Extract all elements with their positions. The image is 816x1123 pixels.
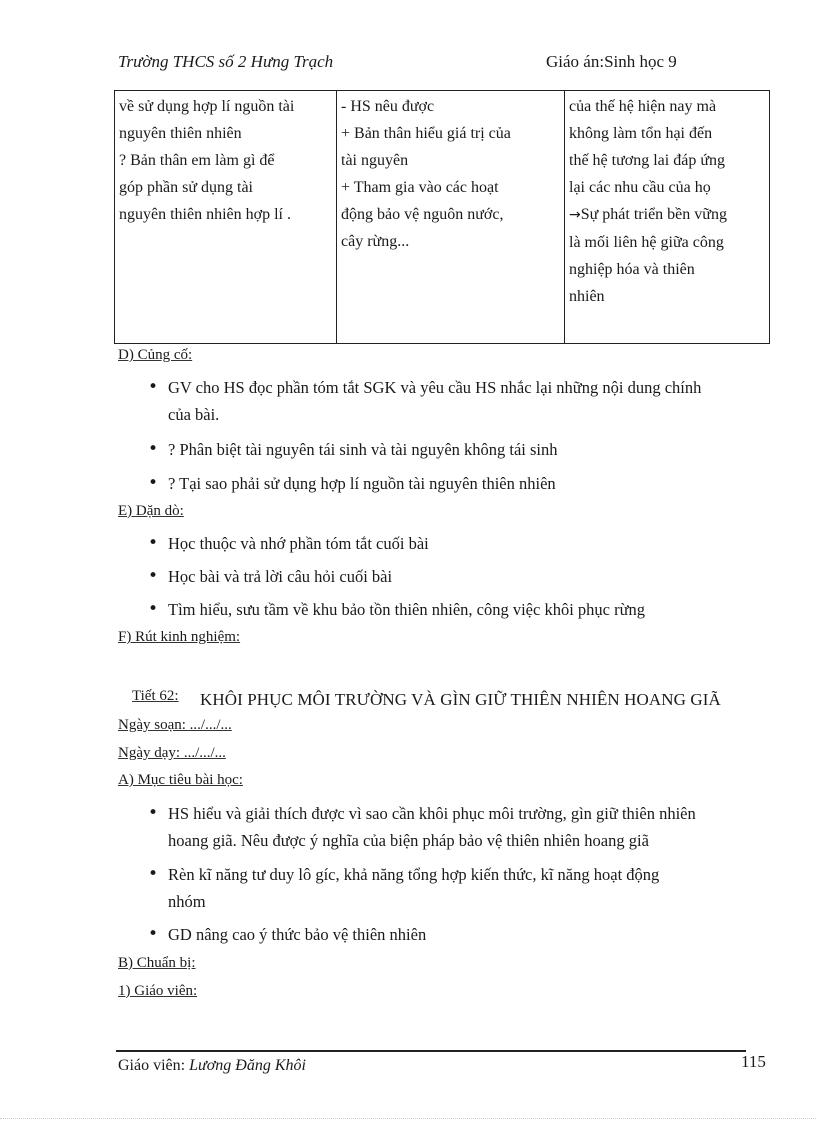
list-item: Học bài và trả lời câu hỏi cuối bài xyxy=(168,567,393,586)
bullet-icon: • xyxy=(148,377,159,397)
section-teacher: 1) Giáo viên: xyxy=(118,983,198,999)
list-item: GV cho HS đọc phần tóm tắt SGK và yêu cầu HS nhắc lại những nội dung chính xyxy=(168,378,702,397)
list-item: Tìm hiểu, sưu tầm về khu bảo tồn thiên nhiên, công việc khôi phục rừng xyxy=(168,600,646,619)
cell-line: là mối liên hệ giữa công xyxy=(569,234,724,251)
cell-line: cây rừng... xyxy=(341,233,410,250)
bullet-icon: • xyxy=(148,924,159,944)
list-item-cont: nhóm xyxy=(168,892,206,911)
section-consolidation: D) Củng cố: xyxy=(118,347,193,363)
header-subject: Giáo án:Sinh học 9 xyxy=(546,52,677,71)
header-school: Trường THCS số 2 Hưng Trạch xyxy=(118,52,334,71)
cell-line: nguyên thiên nhiên hợp lí . xyxy=(119,206,291,223)
list-item: Rèn kĩ năng tư duy lô gíc, khả năng tổng hợp kiến thức, kĩ năng hoạt động xyxy=(168,865,660,884)
cell-text: Sự phát triển bền vững xyxy=(580,206,727,223)
cell-line: nguyên thiên nhiên xyxy=(119,125,242,142)
date-taught: Ngày dạy: .../.../... xyxy=(118,745,226,761)
bullet-icon: • xyxy=(148,566,159,586)
section-homework: E) Dặn dò: xyxy=(118,503,184,519)
bullet-icon: • xyxy=(148,473,159,493)
bullet-icon: • xyxy=(148,439,159,459)
section-experience: F) Rút kinh nghiệm: xyxy=(118,629,241,645)
table-cell-questions xyxy=(115,91,337,344)
table-cell-notes xyxy=(565,91,770,344)
bullet-icon: • xyxy=(148,533,159,553)
list-item: Học thuộc và nhớ phần tóm tắt cuối bài xyxy=(168,534,429,553)
cell-line: góp phần sử dụng tài xyxy=(119,179,253,196)
list-item: HS hiểu và giải thích được vì sao cần khôi phục môi trường, gìn giữ thiên nhiên xyxy=(168,804,696,823)
lesson-title: KHÔI PHỤC MÔI TRƯỜNG VÀ GÌN GIỮ THIÊN NHIÊN HOANG GIÃ xyxy=(200,690,721,709)
section-preparation: B) Chuẩn bị: xyxy=(118,955,196,971)
cell-line: thế hệ tương lai đáp ứng xyxy=(569,152,725,169)
bullet-icon: • xyxy=(148,599,159,619)
list-item: ? Tại sao phải sử dụng hợp lí nguồn tài nguyên thiên nhiên xyxy=(168,474,556,493)
cell-line: nhiên xyxy=(569,288,605,305)
cell-line: nghiệp hóa và thiên xyxy=(569,261,695,278)
page-edge xyxy=(0,1118,816,1120)
section-objectives: A) Mục tiêu bài học: xyxy=(118,772,243,788)
page-number: 115 xyxy=(741,1052,766,1071)
footer-teacher-name: Lương Đăng Khôi xyxy=(189,1057,306,1074)
table-cell-answers xyxy=(337,91,565,344)
cell-line: của thế hệ hiện nay mà xyxy=(569,98,717,115)
bullet-icon: • xyxy=(148,864,159,884)
list-item-cont: hoang giã. Nêu được ý nghĩa của biện pháp bảo vệ thiên nhiên hoang giã xyxy=(168,831,649,850)
footer-teacher xyxy=(118,1057,306,1075)
date-prepared: Ngày soạn: .../.../... xyxy=(118,717,232,733)
cell-line: - HS nêu được xyxy=(341,98,435,115)
cell-line: không làm tổn hại đến xyxy=(569,125,713,142)
arrow-right-icon: → xyxy=(569,207,581,223)
cell-line: + Bản thân hiểu giá trị của xyxy=(341,125,511,142)
list-item: GD nâng cao ý thức bảo vệ thiên nhiên xyxy=(168,925,427,944)
cell-line: về sử dụng hợp lí nguồn tài xyxy=(119,98,295,115)
bullet-icon: • xyxy=(148,803,159,823)
lesson-label: Tiết 62: xyxy=(132,688,179,704)
cell-line-arrow xyxy=(569,201,765,229)
footer-divider xyxy=(116,1050,746,1052)
cell-line: tài nguyên xyxy=(341,152,409,169)
cell-line: lại các nhu cầu của họ xyxy=(569,179,711,196)
cell-line: ? Bản thân em làm gì để xyxy=(119,152,275,169)
list-item-cont: của bài. xyxy=(168,405,220,424)
list-item: ? Phân biệt tài nguyên tái sinh và tài nguyên không tái sinh xyxy=(168,440,558,459)
cell-line: động bảo vệ nguôn nước, xyxy=(341,206,504,223)
cell-line: + Tham gia vào các hoạt xyxy=(341,179,499,196)
footer-label: Giáo viên: xyxy=(118,1057,186,1074)
content-table xyxy=(114,90,770,344)
